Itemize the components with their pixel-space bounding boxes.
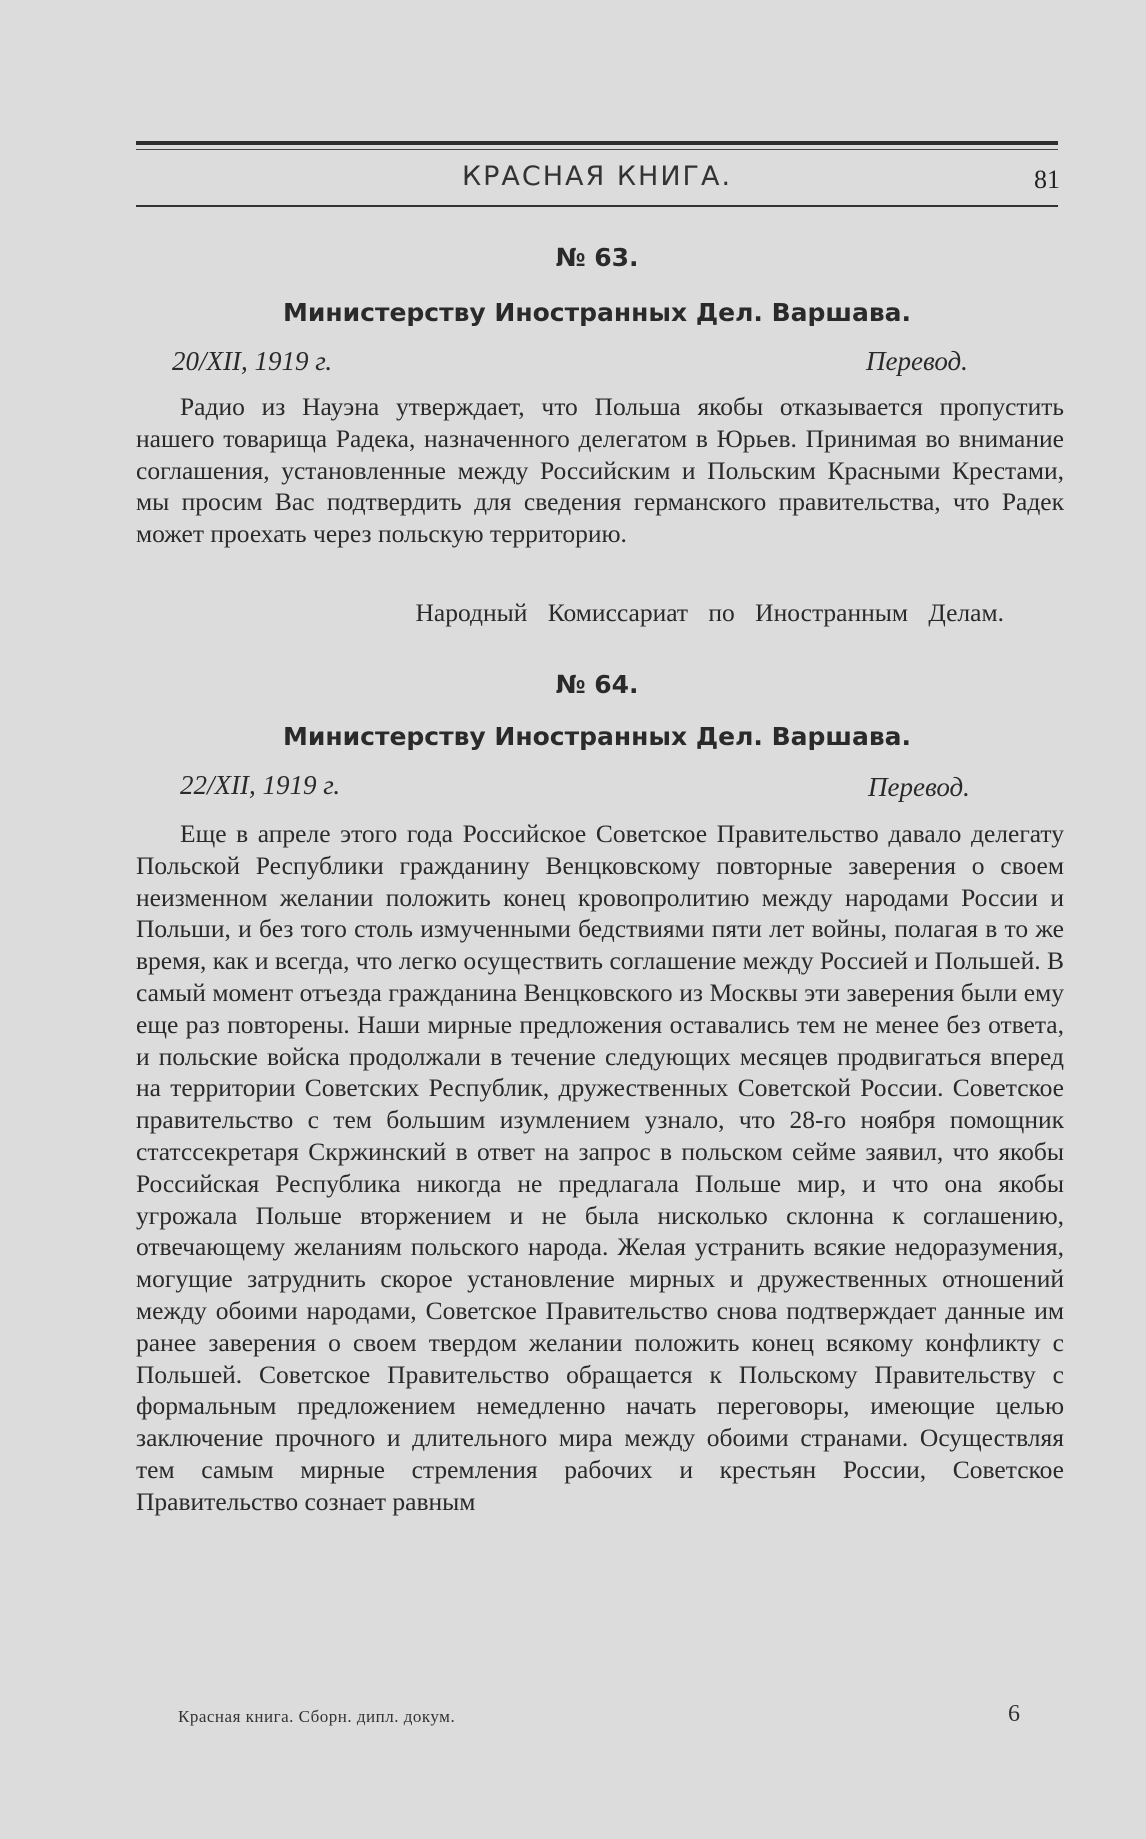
document-date: 22/XII, 1919 г. (180, 770, 341, 800)
document-signature: Народный Комиссариат по Иностранным Делам. (415, 598, 1004, 627)
header-rule-thick (136, 141, 1058, 145)
page-number: 81 (1034, 165, 1060, 194)
document-body: Радио из Науэна утверждает, что Польша якобы отказывается пропустить нашего товарища Радека, назначенного делегатом в Юрьев. Принимая во внимание соглашения, установленные между Российским и Польским Красными Крестами, мы просим Вас подтвердить для сведения германского правительства, что Радек может проехать через польскую территорию. (136, 392, 1064, 549)
footer-signature-line: Красная книга. Сборн. дипл. докум. (178, 1707, 456, 1726)
document-addressee: Министерству Иностранных Дел. Варшава. (282, 298, 912, 327)
document-body: Еще в апреле этого года Российское Советское Правительство давало делегату Польской Республики гражданину Венцковскому повторные заверения о своем неизменном желании положить конец кровопролитию между народами России и Польши, и без того столь измученными бедствиями пяти лет войны, полагая в то же время, как и всегда, что легко осуществить соглашение между Россией и Польшей. В самый момент отъезда гражданина Венцковского из Москвы эти заверения были ему еще раз повторены. Наши мирные предложения оставались тем не менее без ответа, и польские войска продолжали в течение следующих месяцев продвигаться вперед на территории Советских Республик, дружественных Советской России. Советское правительство с тем большим изумлением узнало, что 28-го ноября помощник статссекретаря Скржинский в ответ на запрос в польском сейме заявил, что якобы Российская Республика никогда не предлагала Польше мир, и что она якобы угрожала Польше вторжением и не была нисколько склонна к соглашению, отвечающему желаниям польского народа. Желая устранить всякие недоразумения, могущие затруднить скорое установление мирных и дружественных отношений между обоими народами, Советское Правительство снова подтверждает данные им ранее заверения о своем твердом желании положить конец всякому конфликту с Польшей. Советское Правительство обращается к Польскому Правительству с формальным предложением немедленно начать переговоры, имеющие целью заключение прочного и длительного мира между обоими странами. Осуществляя тем самым мирные стремления рабочих и крестьян России, Советское Правительство сознает равным (136, 819, 1064, 1516)
document-number: № 63. (555, 243, 639, 272)
document-addressee: Министерству Иностранных Дел. Варшава. (282, 722, 912, 751)
running-title: КРАСНАЯ КНИГА. (461, 161, 733, 192)
header-rule-bottom (136, 205, 1058, 207)
header-rule-thin (136, 149, 1058, 150)
translation-note: Перевод. (866, 346, 968, 376)
footer-sheet-number: 6 (1008, 1701, 1020, 1727)
translation-note: Перевод. (868, 772, 970, 802)
document-date: 20/XII, 1919 г. (172, 346, 333, 376)
document-number: № 64. (555, 670, 639, 699)
